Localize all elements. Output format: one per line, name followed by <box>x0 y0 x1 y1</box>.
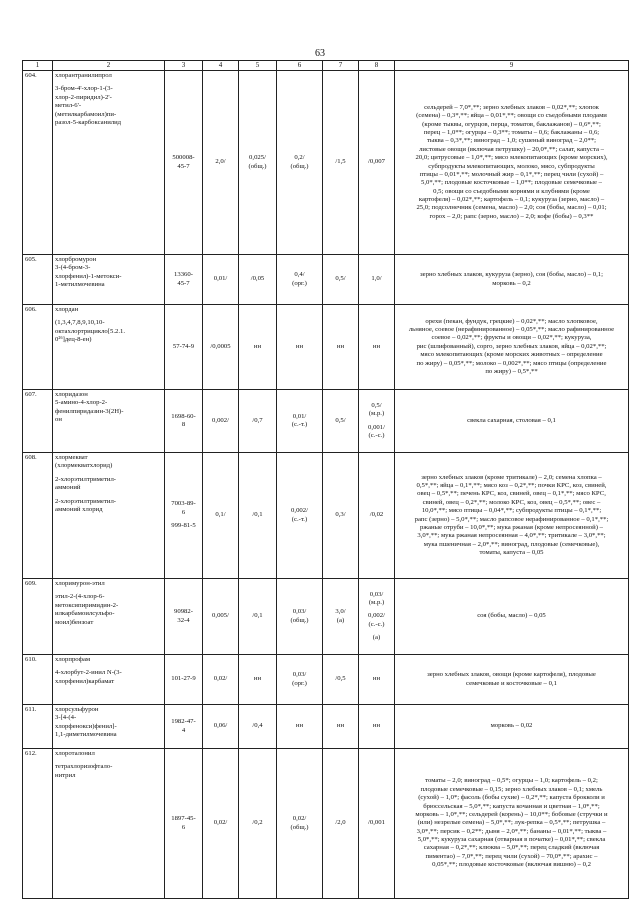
row-number: 607. <box>23 390 53 453</box>
col-7-value-line: /1,5 <box>335 158 346 166</box>
substance-name-line: разол-5-карбоксанилид <box>55 118 122 126</box>
col-5-value <box>239 749 277 899</box>
cas-number-line: 8 <box>181 421 186 428</box>
cas-number-line: 57-74-9 <box>172 342 195 350</box>
table-row <box>23 71 629 255</box>
header-row <box>23 61 629 71</box>
substance-name <box>53 71 165 255</box>
col-7-value <box>323 305 359 390</box>
col-8-value-line: (с.-с.) <box>368 620 385 628</box>
col-6-value-line: нн <box>295 722 304 730</box>
col-7-value <box>323 453 359 579</box>
substance-name <box>53 255 165 305</box>
table-row <box>23 749 629 899</box>
substance-name <box>53 749 165 899</box>
col-5-value <box>239 305 277 390</box>
col-8-value <box>359 305 395 390</box>
residue-limits-line: (семена) – 0,3*,**; яйца – 0,01*,**; овощи со съедобными плодами <box>416 112 607 120</box>
substance-name-line: (метилкарбамоил)пи- <box>55 110 117 118</box>
substance-name <box>53 305 165 390</box>
substance-name-line: хлорбромурон <box>55 256 97 263</box>
residue-limits <box>395 390 629 453</box>
residue-limits <box>395 305 629 390</box>
col-8-value-line: /0,02 <box>369 511 384 519</box>
cas-number-line: 999-81-5 <box>171 522 196 530</box>
col-8-value-line: /0,007 <box>368 158 385 166</box>
col-5-value <box>239 579 277 655</box>
col-4-value <box>203 390 239 453</box>
substance-name <box>53 705 165 749</box>
col-4-value-line: 0,02/ <box>213 675 228 683</box>
substance-name-line: 3-бром-4'-хлор-1-(3- <box>55 85 113 93</box>
table-row <box>23 655 629 705</box>
residue-limits-line: сельдерей – 7,0*,**; зерно хлебных злаков – 0,02*,**; хлопок <box>424 103 599 111</box>
col-5-value-line: нн <box>253 342 262 350</box>
table-row <box>23 305 629 390</box>
row-number: 610. <box>23 655 53 705</box>
cas-number-line: 6 <box>181 823 186 831</box>
residue-limits-line: овец – 0,5*,**; печень КРС, коз, свиней, овец – 0,1*,**; мясо КРС, <box>417 490 606 498</box>
residue-limits-line: 10,0*,**; мясо птицы – 0,04*,**; субпродукты птицы – 0,1*,**; <box>421 507 602 515</box>
col-7-value-line: 3,0/ <box>335 608 346 616</box>
col-7-value-line: /0,5 <box>335 675 346 683</box>
col-5-value <box>239 705 277 749</box>
substance-name-line: хлорфенил)карбамат <box>55 677 115 685</box>
page-number: 63 <box>315 48 325 59</box>
col-6-value <box>277 705 323 749</box>
col-6-value-line: (орг.) <box>292 679 307 687</box>
cas-number <box>165 749 203 899</box>
col-4-value <box>203 655 239 705</box>
col-8-value-line: 0,03/ <box>369 590 384 598</box>
col-7-value <box>323 255 359 305</box>
substance-name-line: 1-метилмочевина <box>55 281 105 289</box>
residue-limits-line: томаты – 2,0; виноград – 0,5*; огурцы – 1,0; картофель – 0,2; <box>425 777 598 785</box>
substance-name-line: тетрахлоризофтало- <box>55 763 113 771</box>
col-6-value-line: (общ.) <box>290 616 309 624</box>
col-5-value <box>239 453 277 579</box>
substance-name <box>53 453 165 579</box>
col-4-value <box>203 305 239 390</box>
col-8-value <box>359 390 395 453</box>
col-4-value <box>203 749 239 899</box>
col-8-value-line: 1,0/ <box>371 275 382 283</box>
col-4-value-line: 0,02/ <box>213 819 228 827</box>
col-6-value-line: нн <box>295 342 304 350</box>
col-6-value <box>277 579 323 655</box>
substance-name-line: хлормекват <box>55 454 88 461</box>
residue-limits-line: льняное, соевое (нерафинированное) – 0,05*,**; масло рафинированное <box>408 326 615 334</box>
cas-number <box>165 71 203 255</box>
col-8-value-line: (а) <box>372 634 381 642</box>
column-header-2: 2 <box>53 61 165 71</box>
col-8-value-line: (м.р.) <box>368 410 385 418</box>
col-7-value-line: 0,5/ <box>335 275 346 283</box>
column-header-9: 9 <box>395 61 629 71</box>
col-4-value-line: 0,1/ <box>215 511 226 519</box>
cas-number-line: 1982-47- <box>171 718 196 726</box>
residue-limits-line: орехи (пекан, фундук, грецкие) – 0,02*,**; масло хлопковое, <box>425 317 598 325</box>
residue-limits-line: 0,5*,**; яйца – 0,1*,**; мясо коз – 0,2*,**; почки КРС, коз, свиней, <box>416 482 607 489</box>
substance-name-line: метоксипиримидин-2- <box>55 601 119 609</box>
col-5-value-line: /0,4 <box>252 722 263 730</box>
col-6-value-line: (с.-т.) <box>291 421 308 428</box>
row-number: 611. <box>23 705 53 749</box>
residue-limits-line: соя (бобы, масло) – 0,05 <box>477 612 546 620</box>
residue-limits-line: листовые овощи (включая петрушку) – 20,0*,**; салат, капуста – <box>419 145 604 153</box>
residue-limits-line: 0,5; овощи со съедобными корнями и клубнями (кроме <box>433 187 590 195</box>
substance-name <box>53 655 165 705</box>
substance-name-line: октахлортрицикло[5.2.1. <box>55 327 126 335</box>
column-header-4: 4 <box>203 61 239 71</box>
table-row <box>23 255 629 305</box>
col-4-value-line: 0,002/ <box>212 416 229 424</box>
col-8-value <box>359 255 395 305</box>
col-7-value-line: 0,3/ <box>335 511 346 519</box>
row-number: 606. <box>23 305 53 390</box>
substance-name-line: (хлормекватхлорид) <box>55 462 113 470</box>
cas-number-line: 4 <box>181 726 186 734</box>
residue-limits-line: 5,0*,**; кукуруза сахарная (отварная в початке) – 0,01*,**; свекла <box>417 836 606 844</box>
substance-name-line: (1,3,4,7,8,9,10,10- <box>55 319 105 327</box>
residue-limits-line: семечковые и косточковые – 0,1 <box>466 679 557 687</box>
col-8-value-line: 0,002/ <box>368 612 385 620</box>
col-8-value-line: 0,001/ <box>368 423 385 431</box>
substance-name-line: он <box>55 416 62 424</box>
cas-number <box>165 705 203 749</box>
column-header-3: 3 <box>165 61 203 71</box>
col-5-value-line: /0,7 <box>252 416 263 424</box>
residue-limits <box>395 255 629 305</box>
cas-number-line: 101-27-9 <box>171 675 196 683</box>
residue-limits-line: перец – 1,0**; огурцы – 0,3**; томаты – 0,6; баклажаны – 0,6; <box>423 129 600 136</box>
substance-name-line: хлор-2-пиридил)-2'- <box>55 93 112 101</box>
col-7-value <box>323 655 359 705</box>
residue-limits-line: по жиру) – 0,05*,**; молоко – 0,002*,**; мясо птицы (определение <box>416 359 607 367</box>
residue-limits-line: 20,0; цитрусовые – 1,0*,**; мясо млекопитающих (кроме морских), <box>415 154 608 162</box>
col-4-value <box>203 255 239 305</box>
table-row <box>23 453 629 579</box>
col-6-value-line: 0,002/ <box>291 507 308 515</box>
col-4-value-line: 0,06/ <box>213 722 228 730</box>
residue-limits <box>395 705 629 749</box>
residue-limits-line: тыква – 0,3*,**; виноград – 1,0; сушеный виноград – 2,0**; <box>426 137 597 145</box>
residue-limits-line: зерно хлебных злаков (кроме тритикале) – 2,0; семена хлопка – <box>421 473 602 481</box>
row-number: 604. <box>23 71 53 255</box>
cas-number <box>165 453 203 579</box>
residue-limits-line: плодовые семечковые – 0,15; зерно хлебных злаков – 0,1; хмель <box>420 785 603 793</box>
residue-limits-line: мясо млекопитающих (кроме морских животных – определение <box>420 351 603 359</box>
col-4-value <box>203 71 239 255</box>
col-5-value <box>239 71 277 255</box>
substance-name <box>53 390 165 453</box>
col-7-value <box>323 749 359 899</box>
cas-number-line: 13360- <box>174 271 193 279</box>
residue-limits-line: ржаные отруби – 10,0*,**; мука ржаная (кроме непросеянной) – <box>420 523 603 531</box>
col-8-value-line: 0,5/ <box>371 401 382 409</box>
table-row <box>23 390 629 453</box>
col-6-value-line: 0,03/ <box>292 608 307 616</box>
col-5-value-line: /0,05 <box>250 275 265 283</box>
col-5-value <box>239 255 277 305</box>
table-row <box>23 705 629 749</box>
residue-limits-line: морковь – 0,2 <box>492 279 531 287</box>
col-5-value-line: /0,1 <box>252 511 263 519</box>
col-6-value-line: 0,03/ <box>292 671 307 679</box>
substance-name-line: 3-[4-(4- <box>55 714 77 722</box>
col-8-value <box>359 655 395 705</box>
col-7-value-line: (а) <box>336 616 345 624</box>
col-8-value <box>359 71 395 255</box>
residue-limits-line: морковь – 0,02 <box>490 722 533 730</box>
substance-name-line: хлороталонил <box>55 750 95 757</box>
col-7-value <box>323 705 359 749</box>
residue-limits-line: мука пшеничная – 2,0*,**; виноград, плодовые (семечковые), <box>423 540 600 548</box>
residue-limits-line: птицы – 0,01*,**; молочный жир – 0,1*,**; перец чили (сухой) – <box>419 170 604 178</box>
row-number: 612. <box>23 749 53 899</box>
col-4-value <box>203 453 239 579</box>
row-number: 608. <box>23 453 53 579</box>
row-number: 605. <box>23 255 53 305</box>
residue-limits-line: 3,0*,**; персик – 0,2**; дыня – 2,0*,**; бананы – 0,01*,**; тыква – <box>416 827 607 835</box>
residue-limits-line: горох – 2,0; рапс (зерно, масло) – 2,0; кофе (бобы) – 0,3** <box>429 212 594 220</box>
col-5-value-line: /0,1 <box>252 612 263 620</box>
substance-name-line: моил)бензоат <box>55 618 94 626</box>
residue-limits-line: (или) незрелые семена) – 5,0*,**; лук-репка – 0,5*,**; петрушка – <box>417 819 606 827</box>
residue-limits-line: морковь – 1,0*,**; сельдерей (корень) – 10,0**; бобовые (стручки и <box>415 810 608 818</box>
col-7-value <box>323 390 359 453</box>
residue-limits <box>395 749 629 899</box>
substance-name-line: 3-(4-бром-3- <box>55 264 91 272</box>
substance-name-line: аммоний хлорид <box>55 505 103 513</box>
col-5-value-line: (общ.) <box>248 162 267 170</box>
residue-limits-line: зерно хлебных злаков, овощи (кроме картофеля), плодовые <box>427 671 596 679</box>
substance-name-line: этил-2-(4-хлор-6- <box>55 593 105 601</box>
residue-limits-line: (сухой) – 1,0*; фасоль (бобы сухие) – 0,2*,**; капуста брокколи и <box>418 794 605 802</box>
residue-limits-line: соевое – 0,02*,**; фрукты и овощи – 0,02*,**; кукуруза, <box>431 334 592 342</box>
substance-name-line: хлоридазон <box>55 391 88 398</box>
residue-limits-line: по жиру) – 0,5*,** <box>485 367 538 375</box>
residue-limits-line: 3,0*,**; мука ржаная непросеянная – 4,0*,**; тритикале – 3,0*,**; <box>417 532 606 540</box>
substance-name-line: хлордан <box>55 306 79 313</box>
col-7-value-line: 0,5/ <box>335 416 346 424</box>
residue-limits-line: 5,0*,**; плодовые косточковые – 1,0**; плодовые семечковые – <box>421 179 602 187</box>
col-6-value-line: (с.-т.) <box>291 515 308 523</box>
col-4-value-line: /0,0005 <box>210 342 231 350</box>
residue-limits-line: картофеля) – 0,02*,**; картофель – 0,1; кукуруза (зерно, масло) – <box>418 196 605 203</box>
col-4-value-line: 0,005/ <box>212 612 229 620</box>
cas-number-line: 90982- <box>174 608 193 616</box>
substance-name-line: 5-амино-4-хлор-2- <box>55 399 108 407</box>
cas-number-line: 500008- <box>172 154 195 162</box>
col-4-value-line: 2,0/ <box>215 158 226 166</box>
substance-name-line: хлорпрофам <box>55 656 91 663</box>
residue-limits-line: пиментао) – 7,0*,**; перец чили (сухой) – 70,0*,**; арахис – <box>425 852 598 860</box>
column-header-1: 1 <box>23 61 53 71</box>
table-row <box>23 579 629 655</box>
cas-number <box>165 655 203 705</box>
col-8-value-line: /0,001 <box>368 819 385 827</box>
col-6-value-line: 0,2/ <box>294 154 305 162</box>
substance-name-line: аммоний <box>55 484 81 492</box>
cas-number-line: 45-7 <box>177 162 190 170</box>
cas-number-line: 32-4 <box>177 616 190 624</box>
cas-number-line: 1897-45- <box>171 815 196 823</box>
col-7-value-line: нн <box>336 342 345 350</box>
col-4-value-line: 0,01/ <box>213 275 228 283</box>
col-4-value <box>203 705 239 749</box>
col-6-value <box>277 655 323 705</box>
col-6-value-line: (общ.) <box>290 162 309 170</box>
column-header-7: 7 <box>323 61 359 71</box>
residue-limits-line: сахарная – 0,2*,**; клюква – 5,0*,**; перец сладкий (включая <box>423 844 600 852</box>
residue-limits-line: томаты, капуста – 0,05 <box>479 549 544 556</box>
col-8-value-line: нн <box>372 675 381 683</box>
col-4-value <box>203 579 239 655</box>
residue-limits-line: рис (шлифованный), сорго, зерно хлебных злаков, яйца – 0,02*,**; <box>416 342 607 350</box>
residue-limits <box>395 71 629 255</box>
residue-limits-line: 25,0; подсолнечник (семена, масло) – 2,0; соя (бобы, масло) – 0,01; <box>416 204 607 212</box>
col-6-value <box>277 71 323 255</box>
col-6-value <box>277 255 323 305</box>
substance-name-line: илкарбамоилсульфо- <box>55 610 115 618</box>
col-6-value <box>277 390 323 453</box>
col-8-value <box>359 579 395 655</box>
substance-name-line: 2-хлорэтилтриметил- <box>55 497 117 505</box>
substance-name-line: 2-хлорэтилтриметил- <box>55 475 117 483</box>
col-6-value <box>277 453 323 579</box>
col-7-value-line: нн <box>336 722 345 730</box>
substance-name <box>53 579 165 655</box>
residue-limits-line: зерно хлебных злаков, кукуруза (зерно), соя (бобы, масло) – 0,1; <box>419 271 604 279</box>
col-8-value <box>359 705 395 749</box>
cas-number <box>165 390 203 453</box>
col-6-value-line: 0,01/ <box>292 412 307 420</box>
substance-name-line: хлорантранилипрол <box>55 72 112 79</box>
col-8-value-line: нн <box>372 722 381 730</box>
residue-limits <box>395 453 629 579</box>
col-6-value-line: (орг.) <box>292 279 307 287</box>
col-8-value <box>359 453 395 579</box>
substance-name-line: метил-6'- <box>55 102 82 110</box>
cas-number <box>165 255 203 305</box>
cas-number-line: 45-7 <box>177 279 190 287</box>
col-5-value-line: /0,2 <box>252 819 263 827</box>
col-6-value-line: 0,4/ <box>294 271 305 279</box>
substance-name-line: 0²⁶]дец-8-ен) <box>55 336 92 344</box>
col-6-value <box>277 305 323 390</box>
col-5-value-line: нн <box>253 675 262 683</box>
column-header-5: 5 <box>239 61 277 71</box>
substance-name-line: хлоримурон-этил <box>55 580 105 587</box>
col-8-value-line: нн <box>372 342 381 350</box>
row-number: 609. <box>23 579 53 655</box>
residue-limits-line: 0,05*,**; плодовые косточковые (включая вишню) – 0,2 <box>432 861 591 869</box>
residue-table <box>22 60 629 899</box>
substance-name-line: фенилпиридазин-3(2Н)- <box>55 407 124 415</box>
residue-limits <box>395 579 629 655</box>
residue-limits-line: (кроме тыквы, огурцов, перца, томатов, баклажанов) – 0,6*,**; <box>422 120 601 128</box>
cas-number-line: 7003-89- <box>171 500 196 508</box>
col-6-value <box>277 749 323 899</box>
col-8-value <box>359 749 395 899</box>
cas-number-line: 1698-60- <box>171 412 196 420</box>
col-7-value <box>323 579 359 655</box>
column-header-6: 6 <box>277 61 323 71</box>
residue-limits <box>395 655 629 705</box>
cas-number <box>165 579 203 655</box>
residue-limits-line: брюссельская – 5,0*,**; капуста кочанная и цветная – 1,0*,**; <box>423 802 600 810</box>
col-6-value-line: (общ.) <box>290 823 309 831</box>
residue-limits-line: свиней, овец – 0,2*,**; молоко КРС, коз, овец – 0,5*,**; овес – <box>422 498 601 506</box>
substance-name-line: хлорсульфурон <box>55 706 99 713</box>
col-7-value <box>323 71 359 255</box>
substance-name-line: 4-хлорбут-2-инил N-(3- <box>55 669 122 677</box>
col-5-value <box>239 390 277 453</box>
residue-limits-line: рапс (зерно) – 5,0*,**; масло рапсовое нерафинированное – 0,1*,**; <box>414 515 609 523</box>
substance-name-line: хлорфенил)-1-метокси- <box>55 272 122 280</box>
column-header-8: 8 <box>359 61 395 71</box>
col-5-value-line: 0,025/ <box>249 154 266 162</box>
col-8-value-line: (с.-с.) <box>368 431 385 439</box>
col-5-value <box>239 655 277 705</box>
substance-name-line: 1,1-диметилмочевина <box>55 731 117 739</box>
substance-name-line: хлорфенокси)фенил]- <box>55 722 117 730</box>
substance-name-line: нитрил <box>55 771 76 779</box>
col-7-value-line: /2,0 <box>335 819 346 827</box>
residue-limits-line: свекла сахарная, столовая – 0,1 <box>467 416 556 424</box>
col-8-value-line: (м.р.) <box>368 598 385 606</box>
cas-number-line: 6 <box>181 508 186 516</box>
residue-limits-line: субпродукты млекопитающих, молоко, мясо, субпродукты <box>428 162 595 170</box>
col-6-value-line: 0,02/ <box>292 815 307 823</box>
cas-number <box>165 305 203 390</box>
